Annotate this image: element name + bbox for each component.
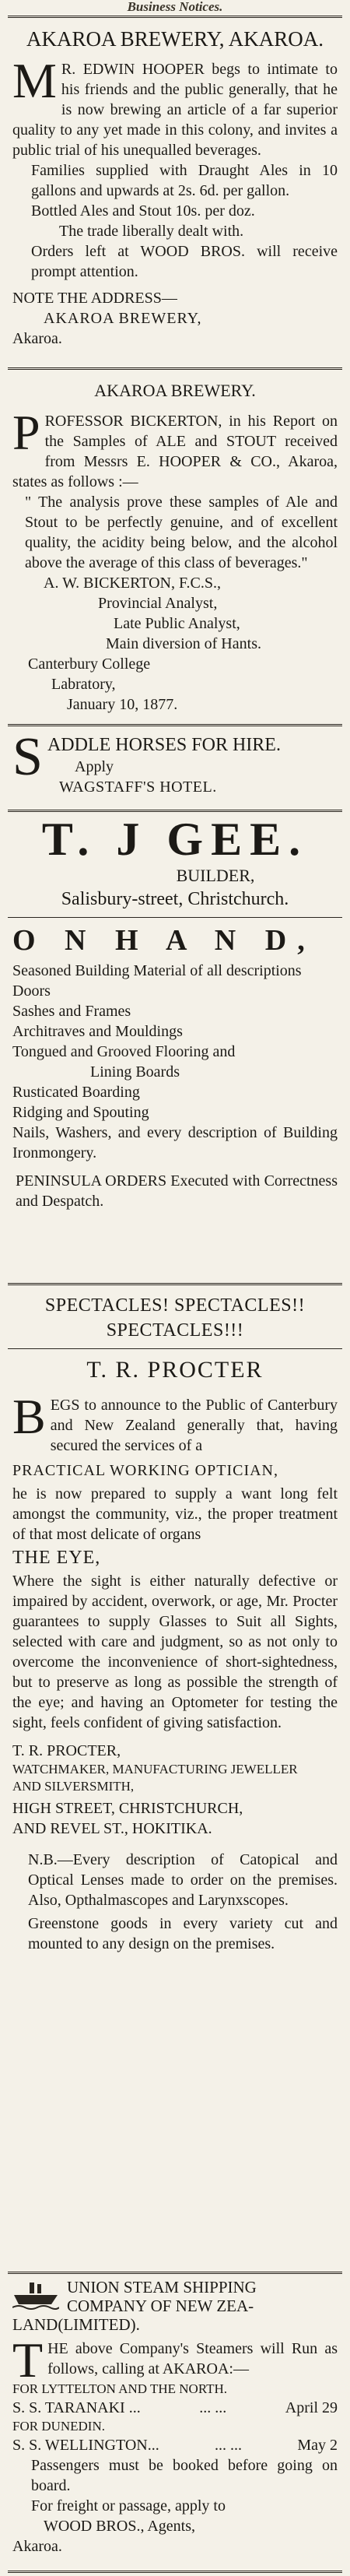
gee-trade: BUILDER, xyxy=(176,866,255,885)
procter-body-3: Where the sight is either naturally defective or impaired by accident, overwork, or age, Mr. Procter guarantees to supply Glasses to Suit all Sights, selected with care and judgment, so as not only to overcome the inconvenience of short-sightedness, but to preserve as long as possible the strength of the eye; and having an Optometer for testing the sight, feels confident of giving satisfaction. xyxy=(12,1573,338,1731)
gee-rule xyxy=(8,917,342,918)
procter-sig-trade-2: AND SILVERSMITH, xyxy=(12,1779,135,1794)
address-name: AKAROA BREWERY, xyxy=(44,310,202,327)
dropcap-b: B xyxy=(12,1389,46,1444)
steam-passengers: Passengers must be booked before going on board. xyxy=(31,2457,338,2494)
report-date: January 10, 1877. xyxy=(67,696,178,713)
gee-item-lining: Lining Boards xyxy=(90,1063,180,1081)
brewery-ad-heading: AKAROA BREWERY, AKAROA. xyxy=(26,27,324,51)
rule-6 xyxy=(8,2571,342,2573)
dropcap-t: T xyxy=(12,2332,44,2388)
procter-body-2: he is now prepared to supply a want long felt amongst the community, viz., the proper treatment of that most delicate of organs xyxy=(12,1485,338,1543)
dropcap-p: P xyxy=(12,405,40,460)
report-quote: " The analysis prove these samples of Ale and Stout to be perfectly genuine, and of excellent quality, the acidity being below, and the alcohol above the average of this class of beverages." xyxy=(25,494,338,571)
report-signature: A. W. BICKERTON, F.C.S., xyxy=(44,575,221,592)
gee-on-hand: O N H A N D, xyxy=(12,924,316,957)
rule-5 xyxy=(8,2272,342,2274)
trade-text: The trade liberally dealt with. xyxy=(59,223,244,240)
steam-title-2: COMPANY OF NEW ZEA- xyxy=(67,2297,254,2315)
gee-item-doors: Doors xyxy=(12,982,51,1000)
bottled-text: Bottled Ales and Stout 10s. per doz. xyxy=(31,202,255,220)
spectacles-1: SPECTACLES! SPECTACLES!! xyxy=(44,1295,306,1316)
procter-sig-addr-2: AND REVEL ST., HOKITIKA. xyxy=(12,1820,212,1837)
saddle-heading: ADDLE HORSES FOR HIRE. xyxy=(47,735,281,755)
rule-3 xyxy=(8,810,342,812)
rule-4 xyxy=(8,1283,342,1285)
brewery-report-heading: AKAROA BREWERY. xyxy=(94,381,256,400)
brewery-report-body: PROFESSOR BICKERTON, in his Report on the Samples of ALE and STOUT received from Messrs E. HOOPER & CO., Akaroa, states as follows :— " The analysis prove these samples of Ale and Stout to be perfectly genuine, and of excellent quality, the acidity being below, and the alcohol above the average of this class of beverages." A. W. BICKERTON, F.C.S., Provincial Analyst, Late Public Analyst, Main diversion of Hants. Canterbury College Labratory, January 10, 1877. xyxy=(12,405,338,713)
rule-1 xyxy=(8,367,342,370)
steam-ad: UNION STEAM SHIPPING COMPANY OF NEW ZEA- LAND(LIMITED). THE above Company's Steamers will Run as follows, calling at AKAROA:— FOR LYTTELTON AND THE NORTH. S. S. TARANAKI ... ... ... April 29 FOR DUNEDIN. S. S. WELLINGTON... ... ... May 2 Passengers must be booked before going on board. For freight or passage, apply to WOOD BROS., Agents, Akaroa. xyxy=(12,2278,338,2555)
procter-body: BEGS to announce to the Public of Canterbury and New Zealand generally that, having secured the services of a PRACTICAL WORKING OPTICIAN, he is now prepared to supply a want long felt amongst the community, viz., the proper treatment of that most delicate of organs THE EYE, Where the sight is either naturally defective or impaired by accident, overwork, or age, Mr. Procter guarantees to supply Glasses to Suit all Sights, selected with care and judgment, so as not only to overcome the inconvenience of short-sightedness, but to preserve as long as possible the strength of the eye; and having an Optometer for testing the sight, feels confident of giving satisfaction. T. R. PROCTER, WATCHMAKER, MANUFACTURING JEWELLER AND SILVERSMITH, HIGH STREET, CHRISTCHURCH, AND REVEL ST., HOKITIKA. N.B.—Every description of Catopical and Optical Lenses made to order on the premises. Also, Opthalmascopes and Larynxscopes. Greenstone goods in every variety cut and mounted to any design on the premises. xyxy=(12,1389,338,1952)
note-address: NOTE THE ADDRESS— xyxy=(12,290,177,307)
report-role-3: Main diversion of Hants. xyxy=(106,635,261,652)
families-text: Families supplied with Draught Ales in 10 gallons and upwards at 2s. 6d. per gallon. xyxy=(31,162,338,199)
report-college: Canterbury College xyxy=(28,655,151,673)
procter-name: T. R. PROCTER xyxy=(86,1357,264,1383)
steam-title-3: LAND(LIMITED). xyxy=(12,2315,140,2334)
report-role-1: Provincial Analyst, xyxy=(98,595,218,612)
gee-item-ridging: Ridging and Spouting xyxy=(12,1104,149,1121)
procter-optician: PRACTICAL WORKING OPTICIAN, xyxy=(12,1462,278,1479)
steam-ship-2: S. S. WELLINGTON... ... ... May 2 xyxy=(12,2437,338,2454)
gee-item-architraves: Architraves and Mouldings xyxy=(12,1023,183,1040)
steam-title-1: UNION STEAM SHIPPING xyxy=(67,2278,257,2297)
procter-sig-addr-1: HIGH STREET, CHRISTCHURCH, xyxy=(12,1800,243,1817)
rule-2 xyxy=(8,724,342,726)
procter-sig-trade-1: WATCHMAKER, MANUFACTURING JEWELLER xyxy=(12,1762,298,1776)
masthead-rule xyxy=(8,16,342,18)
orders-text: Orders left at WOOD BROS. will receive prompt attention. xyxy=(31,243,338,280)
masthead: Business Notices. xyxy=(127,0,223,14)
steam-for-north: FOR LYTTELTON AND THE NORTH. xyxy=(12,2381,228,2396)
procter-sig-name: T. R. PROCTER, xyxy=(12,1742,121,1759)
gee-address: Salisbury-street, Christchurch. xyxy=(61,889,289,909)
brewery-ad-body: M R. EDWIN HOOPER begs to intimate to his friends and the public generally, that he is now brewing an article of a far superior quality to any yet made in this colony, and invites a public trial of his unequalled beverages. Families supplied with Draught Ales in 10 gallons and upwards at 2s. 6d. per gallon. Bottled Ales and Stout 10s. per doz. The trade liberally dealt with. Orders left at WOOD BROS. will receive prompt attention. NOTE THE ADDRESS— AKAROA BREWERY, Akaroa. xyxy=(12,53,338,347)
gee-item-nails: Nails, Washers, and every description of Building Ironmongery. xyxy=(12,1124,338,1161)
dropcap-m: M xyxy=(12,53,57,108)
steam-for-dunedin: FOR DUNEDIN. xyxy=(12,2419,105,2434)
report-role-2: Late Public Analyst, xyxy=(114,615,240,632)
report-lab: Labratory, xyxy=(51,676,116,693)
steam-agents-place: Akaroa. xyxy=(12,2538,62,2555)
procter-greenstone: Greenstone goods in every variety cut and mounted to any design on the premises. xyxy=(28,1915,338,1952)
saddle-hotel: WAGSTAFF'S HOTEL. xyxy=(59,778,217,796)
gee-item-flooring: Tongued and Grooved Flooring and xyxy=(12,1043,236,1060)
saddle-apply: Apply xyxy=(75,758,114,775)
procter-nb: N.B.—Every description of Catopical and Optical Lenses made to order on the premises. Also, Opthalmascopes and Larynxscopes. xyxy=(28,1851,338,1909)
gee-peninsula: PENINSULA ORDERS Executed with Correctness and Despatch. xyxy=(16,1172,338,1210)
gee-list xyxy=(0,961,350,1211)
saddle-ad xyxy=(0,727,350,797)
steam-agents: WOOD BROS., Agents, xyxy=(44,2518,196,2535)
gee-name: T. J GEE. xyxy=(41,814,309,865)
gee-item-sashes: Sashes and Frames xyxy=(12,1003,131,1020)
procter-rule xyxy=(8,1348,342,1349)
procter-eye: THE EYE, xyxy=(12,1548,101,1568)
gee-intro: Seasoned Building Material of all descriptions xyxy=(12,962,302,979)
address-place: Akaroa. xyxy=(12,330,62,347)
steam-ship-1: S. S. TARANAKI ... ... ... April 29 xyxy=(12,2399,338,2416)
steamship-icon xyxy=(12,2281,59,2311)
steam-freight: For freight or passage, apply to xyxy=(31,2497,226,2514)
gee-item-rusticated: Rusticated Boarding xyxy=(12,1084,140,1101)
spectacles-2: SPECTACLES!!! xyxy=(106,1320,244,1341)
dropcap-s: S xyxy=(12,727,43,787)
